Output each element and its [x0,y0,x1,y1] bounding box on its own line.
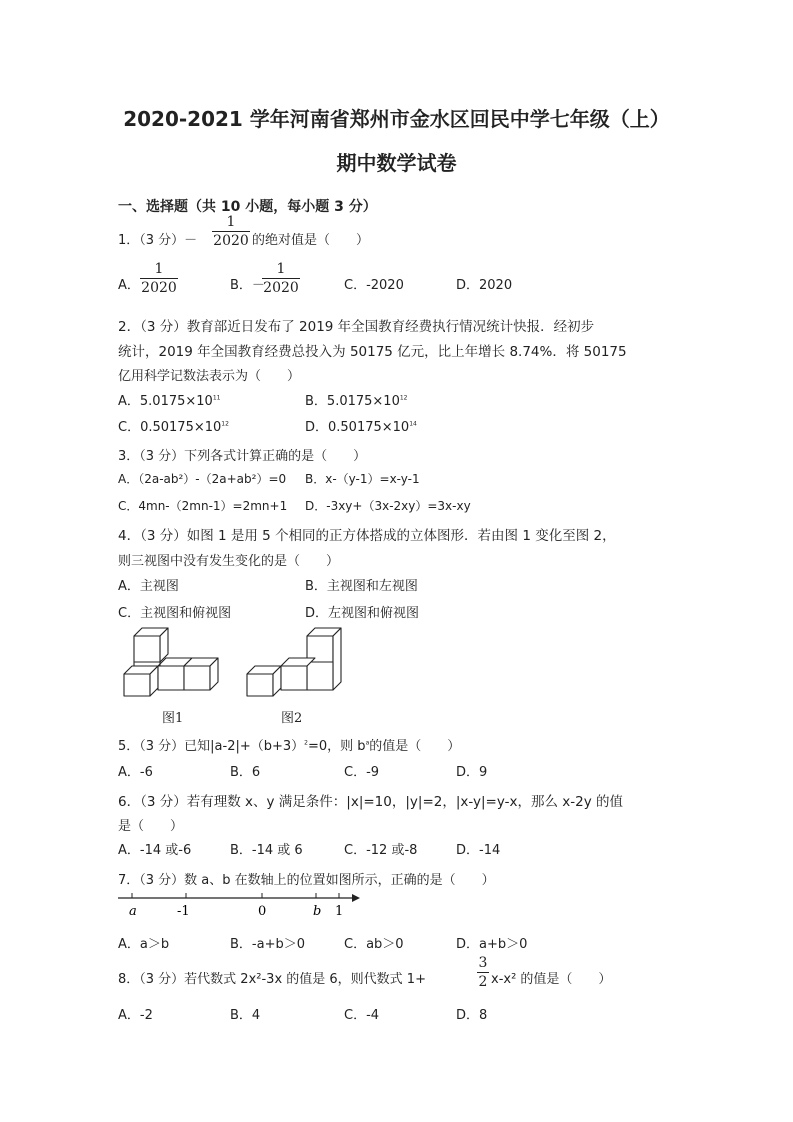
q2-option-a [118,390,220,409]
cube-front-face [184,666,210,690]
q2-line3: 亿用科学记数法表示为（ ） [118,369,301,384]
q1-a-den: 2020 [141,280,177,296]
q2-a-exp: 11 [212,394,221,402]
axis-label-minus-1: -1 [177,904,190,919]
q8-option-c: C．-4 [344,1008,380,1023]
q5-option-a: A．-6 [118,765,153,780]
q3-option-c: C．4mn-（2mn-1）=2mn+1 [118,499,288,513]
q8-frac-num: 3 [478,955,488,971]
q6-line2: 是（ ） [118,819,184,834]
axis-label-a: a [129,904,137,919]
q2-option-d [305,416,417,435]
axis-label-0: 0 [258,904,267,919]
figure-2-cubes [243,626,353,701]
q8-prefix: 8．（3 分）若代数式 2x²-3x 的值是 6，则代数式 1+ [118,972,426,987]
q2-option-b [305,390,407,409]
q1-frac-num: 1 [226,214,236,230]
figure-2-caption: 图2 [281,711,303,726]
q5-option-c: C．-9 [344,765,380,780]
q1-option-d: D．2020 [456,278,513,293]
q6-option-a: A．-14 或-6 [118,843,192,858]
q2-b-base: B．5.0175×10 [305,394,400,409]
cube-front-face [134,636,160,662]
q2-line1: 2．（3 分）教育部近日发布了 2019 年全国教育经费执行情况统计快报．经初步 [118,319,595,335]
q7-option-c: C．ab＞0 [344,937,404,952]
q1-option-a-fraction [140,261,178,296]
cube-front-face [247,674,273,696]
q1-b-num: 1 [276,261,286,277]
q4-line2: 则三视图中没有发生变化的是（ ） [118,554,340,569]
axis-label-1: 1 [335,904,344,919]
figure-1-cubes [120,626,230,701]
q2-line2: 统计，2019 年全国教育经费总投入为 50175 亿元，比上年增长 8.74%．将 50175 [118,344,627,360]
q7-stem: 7．（3 分）数 a、b 在数轴上的位置如图所示，正确的是（ ） [118,873,495,888]
q8-fraction [477,955,489,990]
number-line [116,890,366,922]
q1-suffix: 的绝对值是（ ） [252,233,370,248]
q1-fraction [212,214,250,249]
q4-option-c: C．主视图和俯视图 [118,606,232,621]
q4-option-a: A．主视图 [118,579,179,594]
cube-front-face [124,674,150,696]
q2-d-exp: 14 [409,420,417,428]
q1-a-num: 1 [154,261,164,277]
q7-option-a: A．a＞b [118,937,170,952]
q1-option-c: C．-2020 [344,278,404,293]
cube-front-face [307,662,333,690]
q1-option-b-fraction [262,261,300,296]
q1-option-a-label: A． [118,278,140,293]
cube-front-face [158,666,184,690]
q3-stem: 3．（3 分）下列各式计算正确的是（ ） [118,449,367,464]
q8-frac-den: 2 [478,974,488,990]
q5-stem-a: 5．（3 分）已知|a-2|+（b+3） [118,739,305,754]
q8-option-d: D．8 [456,1008,488,1023]
q5-option-d: D．9 [456,765,488,780]
q8-suffix: x-x² 的值是（ ） [491,972,612,987]
q3-option-a: A．（2a-ab²）-（2a+ab²）=0 [118,472,287,486]
figure-1-caption: 图1 [162,711,184,726]
q1-prefix: 1．（3 分）－ [118,233,198,248]
q2-c-base: C．0.50175×10 [118,420,222,435]
q6-option-c: C．-12 或-8 [344,843,418,858]
q5-stem-exp2: a [365,739,370,747]
q4-option-d: D．左视图和俯视图 [305,606,420,621]
axis-label-b: b [313,904,322,919]
section-heading: 一、选择题（共 10 小题，每小题 3 分） [118,199,377,215]
page-title: 2020-2021 学年河南省郑州市金水区回民中学七年级（上） [123,107,670,131]
q3-option-d: D．-3xy+（3x-2xy）=3x-xy [305,499,471,513]
q7-option-d: D．a+b＞0 [456,937,528,952]
q8-option-a: A．-2 [118,1008,153,1023]
q5-stem-exp: 2 [304,739,308,747]
q2-a-base: A．5.0175×10 [118,394,213,409]
cube-side-face [333,628,341,690]
cube-front-face [281,666,307,690]
q4-option-b: B．主视图和左视图 [305,579,418,594]
q6-option-d: D．-14 [456,843,501,858]
q5-option-b: B．6 [230,765,261,780]
q3-option-b: B．x-（y-1）=x-y-1 [305,472,420,486]
q1-b-den: 2020 [263,280,299,296]
q2-c-exp: 12 [221,420,229,428]
number-line-arrow [352,894,360,902]
q5-stem [118,735,460,754]
q6-line1: 6．（3 分）若有理数 x、y 满足条件：|x|=10，|y|=2，|x-y|=y-x，那么 x-2y 的值 [118,794,623,810]
q2-d-base: D．0.50175×10 [305,420,410,435]
q8-option-b: B．4 [230,1008,261,1023]
q5-stem-c: 的值是（ ） [369,739,461,754]
page-subtitle: 期中数学试卷 [336,151,457,175]
q5-stem-b: =0，则 b [308,739,366,754]
q1-option-b-label: B．－ [230,278,265,293]
q4-line1: 4．（3 分）如图 1 是用 5 个相同的正方体搭成的立体图形．若由图 1 变化至图 2， [118,528,616,544]
q7-option-b: B．-a+b＞0 [230,937,305,952]
q6-option-b: B．-14 或 6 [230,843,303,858]
q2-option-c [118,416,229,435]
q2-b-exp: 12 [399,394,408,402]
q1-frac-den: 2020 [213,233,249,249]
